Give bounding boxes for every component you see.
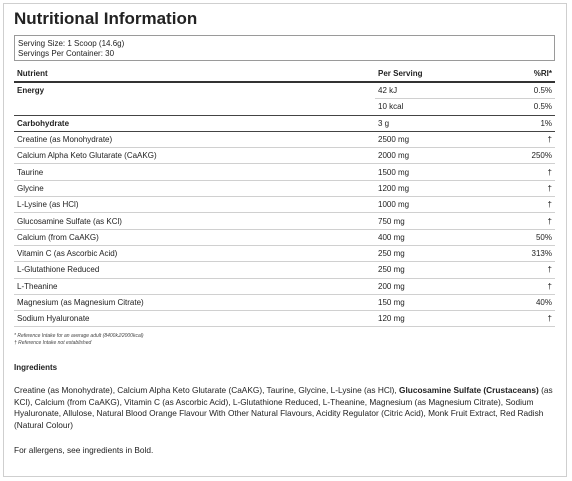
- ingredients-text: [14, 385, 559, 431]
- nutrient-ri: 50%: [519, 229, 555, 245]
- serving-info-box: [14, 35, 555, 61]
- nutrient-amount: 750 mg: [375, 213, 519, 229]
- nutrient-amount: 120 mg: [375, 311, 519, 327]
- header-per-serving: Per Serving: [375, 65, 519, 82]
- table-row: [14, 278, 555, 294]
- energy-label: Energy: [17, 86, 45, 96]
- nutrient-name: Vitamin C (as Ascorbic Acid): [14, 245, 375, 261]
- nutrient-amount: 1500 mg: [375, 164, 519, 180]
- nutrient-amount: 2500 mg: [375, 131, 519, 147]
- nutrient-ri: 250%: [519, 148, 555, 164]
- table-row: [14, 213, 555, 229]
- table-row: [14, 262, 555, 278]
- energy-kcal-value: 10 kcal: [375, 99, 519, 115]
- serving-size: Serving Size: 1 Scoop (14.6g): [18, 39, 125, 48]
- nutrient-ri: †: [519, 311, 555, 327]
- carbohydrate-row: [14, 115, 555, 131]
- panel-title: Nutritional Information: [14, 9, 198, 28]
- nutrient-ri: †: [519, 180, 555, 196]
- nutrient-name: Magnesium (as Magnesium Citrate): [14, 294, 375, 310]
- table-row: [14, 311, 555, 327]
- nutrient-ri: †: [519, 213, 555, 229]
- energy-kcal-ri: 0.5%: [519, 99, 555, 115]
- nutrient-name: Glycine: [14, 180, 375, 196]
- table-row: [14, 294, 555, 310]
- nutrient-ri: †: [519, 131, 555, 147]
- ingredients-text-part1: Creatine (as Monohydrate), Calcium Alpha Keto Glutarate (CaAKG), Taurine, Glycine, L-Lysine (as HCl),: [14, 385, 400, 395]
- nutrient-name: Glucosamine Sulfate (as KCl): [14, 213, 375, 229]
- nutrient-ri: †: [519, 164, 555, 180]
- carbohydrate-value: 3 g: [375, 115, 519, 131]
- energy-kj-value: 42 kJ: [375, 82, 519, 99]
- nutrient-ri: †: [519, 278, 555, 294]
- nutrient-name: Sodium Hyaluronate: [14, 311, 375, 327]
- nutrient-amount: 2000 mg: [375, 148, 519, 164]
- servings-per-container: Servings Per Container: 30: [18, 49, 115, 58]
- dagger-footnote: † Reference Intake not established: [14, 340, 92, 346]
- nutrient-ri: 40%: [519, 294, 555, 310]
- nutrient-amount: 150 mg: [375, 294, 519, 310]
- nutrient-amount: 1200 mg: [375, 180, 519, 196]
- nutrient-name: L-Glutathione Reduced: [14, 262, 375, 278]
- ingredients-heading: Ingredients: [14, 363, 58, 372]
- header-nutrient: Nutrient: [14, 65, 375, 82]
- nutrient-amount: 250 mg: [375, 262, 519, 278]
- energy-kj-ri: 0.5%: [519, 82, 555, 99]
- table-row: [14, 131, 555, 147]
- nutrient-name: Taurine: [14, 164, 375, 180]
- nutrient-amount: 400 mg: [375, 229, 519, 245]
- table-row: [14, 245, 555, 261]
- nutrient-name: L-Lysine (as HCl): [14, 197, 375, 213]
- ri-footnote: * Reference Intake for an average adult (8400kJ/2000kcal): [14, 333, 144, 339]
- nutrient-ri: 313%: [519, 245, 555, 261]
- nutrient-name: Calcium (from CaAKG): [14, 229, 375, 245]
- table-row: [14, 197, 555, 213]
- nutrient-amount: 1000 mg: [375, 197, 519, 213]
- table-row: [14, 180, 555, 196]
- nutrient-name: Calcium Alpha Keto Glutarate (CaAKG): [14, 148, 375, 164]
- header-ri: %RI*: [519, 65, 555, 82]
- table-row: [14, 148, 555, 164]
- allergen-ingredient: Glucosamine Sulfate (Crustaceans): [399, 385, 539, 395]
- nutrient-ri: †: [519, 262, 555, 278]
- footnotes: [14, 333, 144, 347]
- energy-row-kj: [14, 82, 555, 99]
- table-row: [14, 229, 555, 245]
- nutrient-name: Creatine (as Monohydrate): [14, 131, 375, 147]
- nutrient-amount: 250 mg: [375, 245, 519, 261]
- allergen-note: For allergens, see ingredients in Bold.: [14, 445, 154, 455]
- table-row: [14, 164, 555, 180]
- nutrition-table: [14, 65, 555, 327]
- ingredients-text-part2: (as KCl), Calcium (from CaAKG), Vitamin C (as Ascorbic Acid), L-Glutathione Reduced, L-Theanine, Magnesium (as Magnesium Citrate), Sodium Hyaluronate, Allulose, Natural Blood Orange Flavour With Other Natural Flavours, Acidity Regulator (Citric Acid), Monk Fruit Extract, Red Radish (Natural Colour): [14, 385, 553, 430]
- carbohydrate-label: Carbohydrate: [14, 115, 375, 131]
- nutrient-name: L-Theanine: [14, 278, 375, 294]
- carbohydrate-ri: 1%: [519, 115, 555, 131]
- nutrient-amount: 200 mg: [375, 278, 519, 294]
- table-header-row: [14, 65, 555, 82]
- energy-row-kcal: [14, 99, 555, 115]
- nutrient-ri: †: [519, 197, 555, 213]
